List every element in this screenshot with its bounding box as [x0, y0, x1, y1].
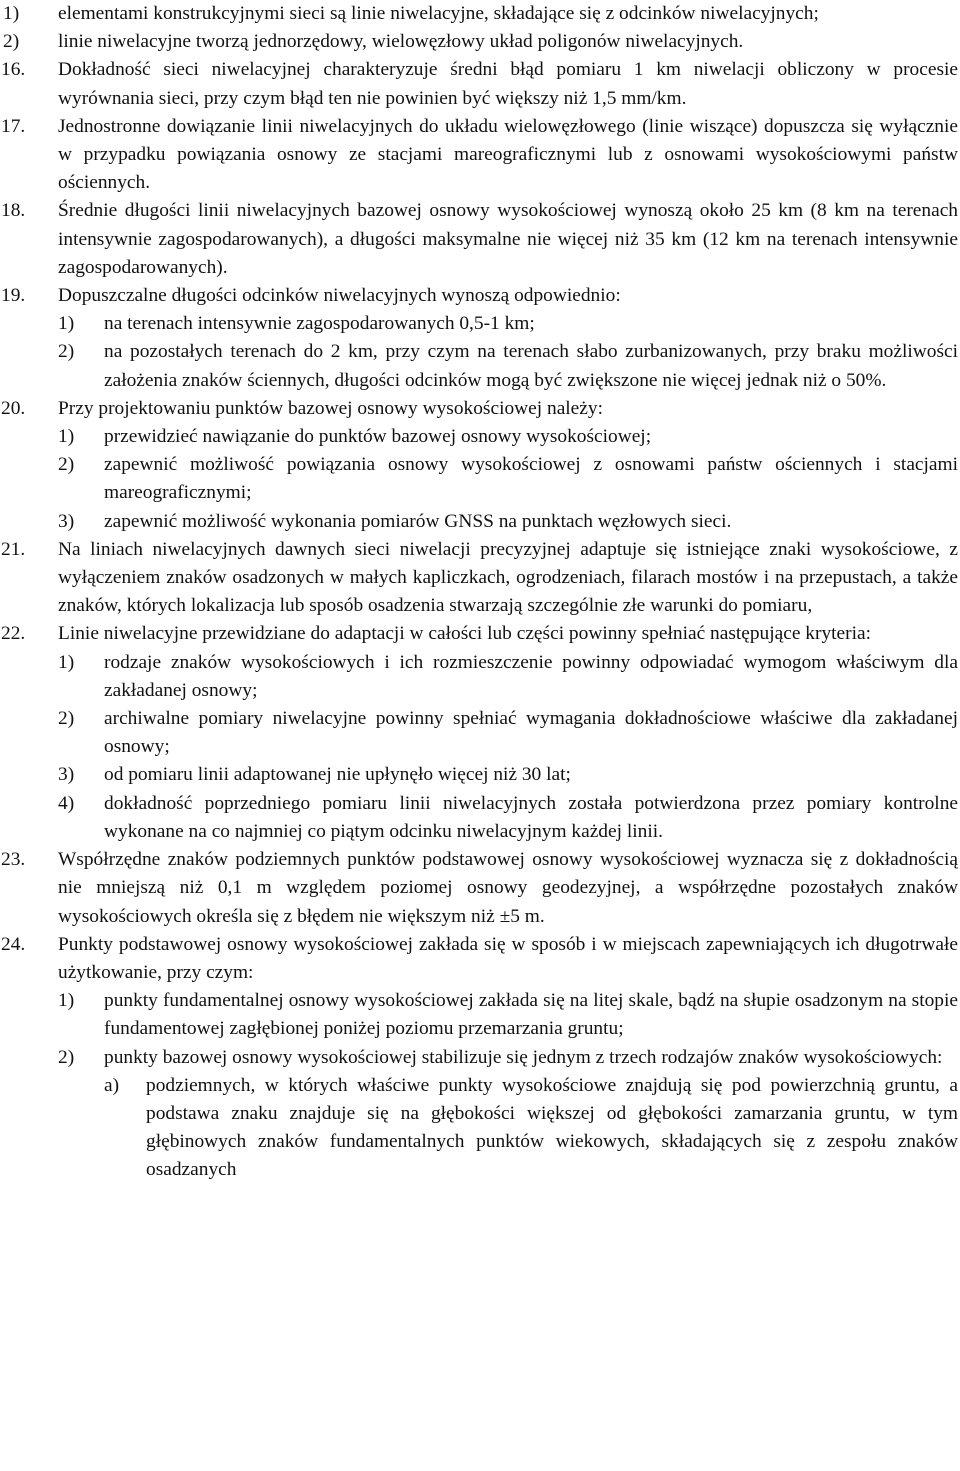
numbered-paragraph: [0, 846, 958, 931]
item-number: 1): [3, 3, 20, 24]
numbered-paragraph: [0, 931, 958, 987]
item-number: 3): [58, 764, 75, 786]
item-text: dokładność poprzedniego pomiaru linii niwelacyjnych została potwierdzona przez pomiary kontrolne wykonane na co najmniej co piątym odcinku niwelacyjnym każdej linii.: [104, 792, 958, 842]
item-text: Jednostronne dowiązanie linii niwelacyjnych do układu wielowęzłowego (linie wiszące) dopuszcza się wyłącznie w przypadku powiązania osnowy ze stacjami mareograficznymi lub z osnowami wysokościowymi państw ościennych.: [58, 115, 958, 194]
numbered-paragraph: [0, 395, 958, 423]
numbered-paragraph: [0, 113, 958, 198]
item-text: Na liniach niwelacyjnych dawnych sieci niwelacji precyzyjnej adaptuje się istniejące znaki wysokościowe, z wyłączeniem znaków osadzonych w małych kapliczkach, ogrodzeniach, filarach mostów i na przepustach, a także znaków, których lokalizacja lub sposób osadzenia stwarzają szczególnie złe warunki do pomiaru,: [58, 538, 958, 617]
item-number: a): [104, 1074, 120, 1096]
item-number: 2): [58, 708, 75, 730]
item-number: 17.: [1, 115, 26, 137]
sub-list-item: [0, 1072, 958, 1185]
item-text: zapewnić możliwość powiązania osnowy wysokościowej z osnowami państw ościennych i stacjami mareograficznymi;: [104, 454, 958, 504]
item-text: od pomiaru linii adaptowanej nie upłynęło więcej niż 30 lat;: [104, 764, 571, 786]
numbered-paragraph: [0, 56, 958, 112]
item-text: linie niwelacyjne tworzą jednorzędowy, wielowęzłowy układ poligonów niwelacyjnych.: [58, 31, 744, 53]
list-item: [0, 310, 958, 338]
item-number: 1): [58, 651, 75, 673]
item-number: 23.: [1, 849, 26, 871]
list-item: [0, 790, 958, 846]
list-item: [0, 423, 958, 451]
item-number: 2): [58, 454, 75, 476]
list-item: [0, 338, 958, 394]
list-item: [0, 28, 958, 56]
item-number: 1): [58, 426, 75, 448]
item-text: Przy projektowaniu punktów bazowej osnowy wysokościowej należy:: [58, 397, 603, 419]
list-item: [0, 987, 958, 1043]
item-text: na terenach intensywnie zagospodarowanych 0,5-1 km;: [104, 313, 535, 335]
item-text: archiwalne pomiary niwelacyjne powinny spełniać wymagania dokładnościowe właściwe dla zakładanej osnowy;: [104, 708, 958, 758]
item-text: Współrzędne znaków podziemnych punktów podstawowej osnowy wysokościowej wyznacza się z dokładnością nie mniejszą niż 0,1 m względem poziomej osnowy geodezyjnej, a współrzędne pozostałych znaków wysokościowych określa się z błędem nie większym niż ±5 m.: [58, 849, 958, 927]
item-number: 16.: [1, 59, 26, 81]
item-text: Dokładność sieci niwelacyjnej charakteryzuje średni błąd pomiaru 1 km niwelacji obliczony w procesie wyrównania sieci, przy czym błąd ten nie powinien być większy niż 1,5 mm/km.: [58, 59, 958, 109]
item-text: Dopuszczalne długości odcinków niwelacyjnych wynoszą odpowiednio:: [58, 285, 621, 307]
item-number: 2): [58, 341, 75, 363]
list-item: [0, 1044, 958, 1072]
item-number: 22.: [1, 623, 26, 645]
list-item: [0, 451, 958, 507]
item-number: 20.: [1, 397, 26, 419]
list-item: [0, 0, 958, 28]
item-text: na pozostałych terenach do 2 km, przy czym na terenach słabo zurbanizowanych, przy braku możliwości założenia znaków ściennych, długości odcinków mogą być zwiększone nie więcej jednak niż o 50%.: [104, 341, 958, 391]
item-text: punkty fundamentalnej osnowy wysokościowej zakłada się na litej skale, bądź na słupie osadzonym na stopie fundamentowej zagłębionej poniżej poziomu przemarzania gruntu;: [104, 990, 958, 1040]
item-text: punkty bazowej osnowy wysokościowej stabilizuje się jednym z trzech rodzajów znaków wysokościowych:: [104, 1046, 943, 1068]
numbered-paragraph: [0, 197, 958, 282]
item-text: przewidzieć nawiązanie do punktów bazowej osnowy wysokościowej;: [104, 426, 652, 448]
list-item: [0, 508, 958, 536]
item-text: podziemnych, w których właściwe punkty wysokościowe znajdują się pod powierzchnią gruntu, a podstawa znaku znajduje się na głębokości większej od głębokości zamarzania gruntu, w tym głębinowych znaków fundamentalnych punktów wiekowych, składających się z zespołu znaków osadzanych: [146, 1074, 958, 1181]
item-number: 1): [58, 990, 75, 1012]
list-item: [0, 649, 958, 705]
item-number: 2): [58, 1046, 75, 1068]
item-text: elementami konstrukcyjnymi sieci są linie niwelacyjne, składające się z odcinków niwelacyjnych;: [58, 3, 819, 24]
item-text: Linie niwelacyjne przewidziane do adaptacji w całości lub części powinny spełniać następujące kryteria:: [58, 623, 871, 645]
numbered-paragraph: [0, 536, 958, 621]
item-text: Punkty podstawowej osnowy wysokościowej zakłada się w sposób i w miejscach zapewniających ich długotrwałe użytkowanie, przy czym:: [58, 933, 958, 983]
item-number: 24.: [1, 933, 26, 955]
numbered-paragraph: [0, 620, 958, 648]
item-number: 1): [58, 313, 75, 335]
numbered-paragraph: [0, 282, 958, 310]
item-number: 4): [58, 792, 75, 814]
list-item: [0, 761, 958, 789]
item-number: 21.: [1, 538, 26, 560]
item-number: 18.: [1, 200, 26, 222]
item-number: 19.: [1, 285, 26, 307]
item-number: 3): [58, 510, 75, 532]
item-text: Średnie długości linii niwelacyjnych bazowej osnowy wysokościowej wynoszą około 25 km (8 km na terenach intensywnie zagospodarowanych), a długości maksymalne nie więcej niż 35 km (12 km na terenach intensywnie zagospodarowanych).: [58, 200, 958, 278]
item-text: rodzaje znaków wysokościowych i ich rozmieszczenie powinny odpowiadać wymogom właściwym dla zakładanej osnowy;: [104, 651, 958, 701]
item-number: 2): [3, 31, 20, 53]
item-text: zapewnić możliwość wykonania pomiarów GNSS na punktach węzłowych sieci.: [104, 510, 732, 532]
list-item: [0, 705, 958, 761]
